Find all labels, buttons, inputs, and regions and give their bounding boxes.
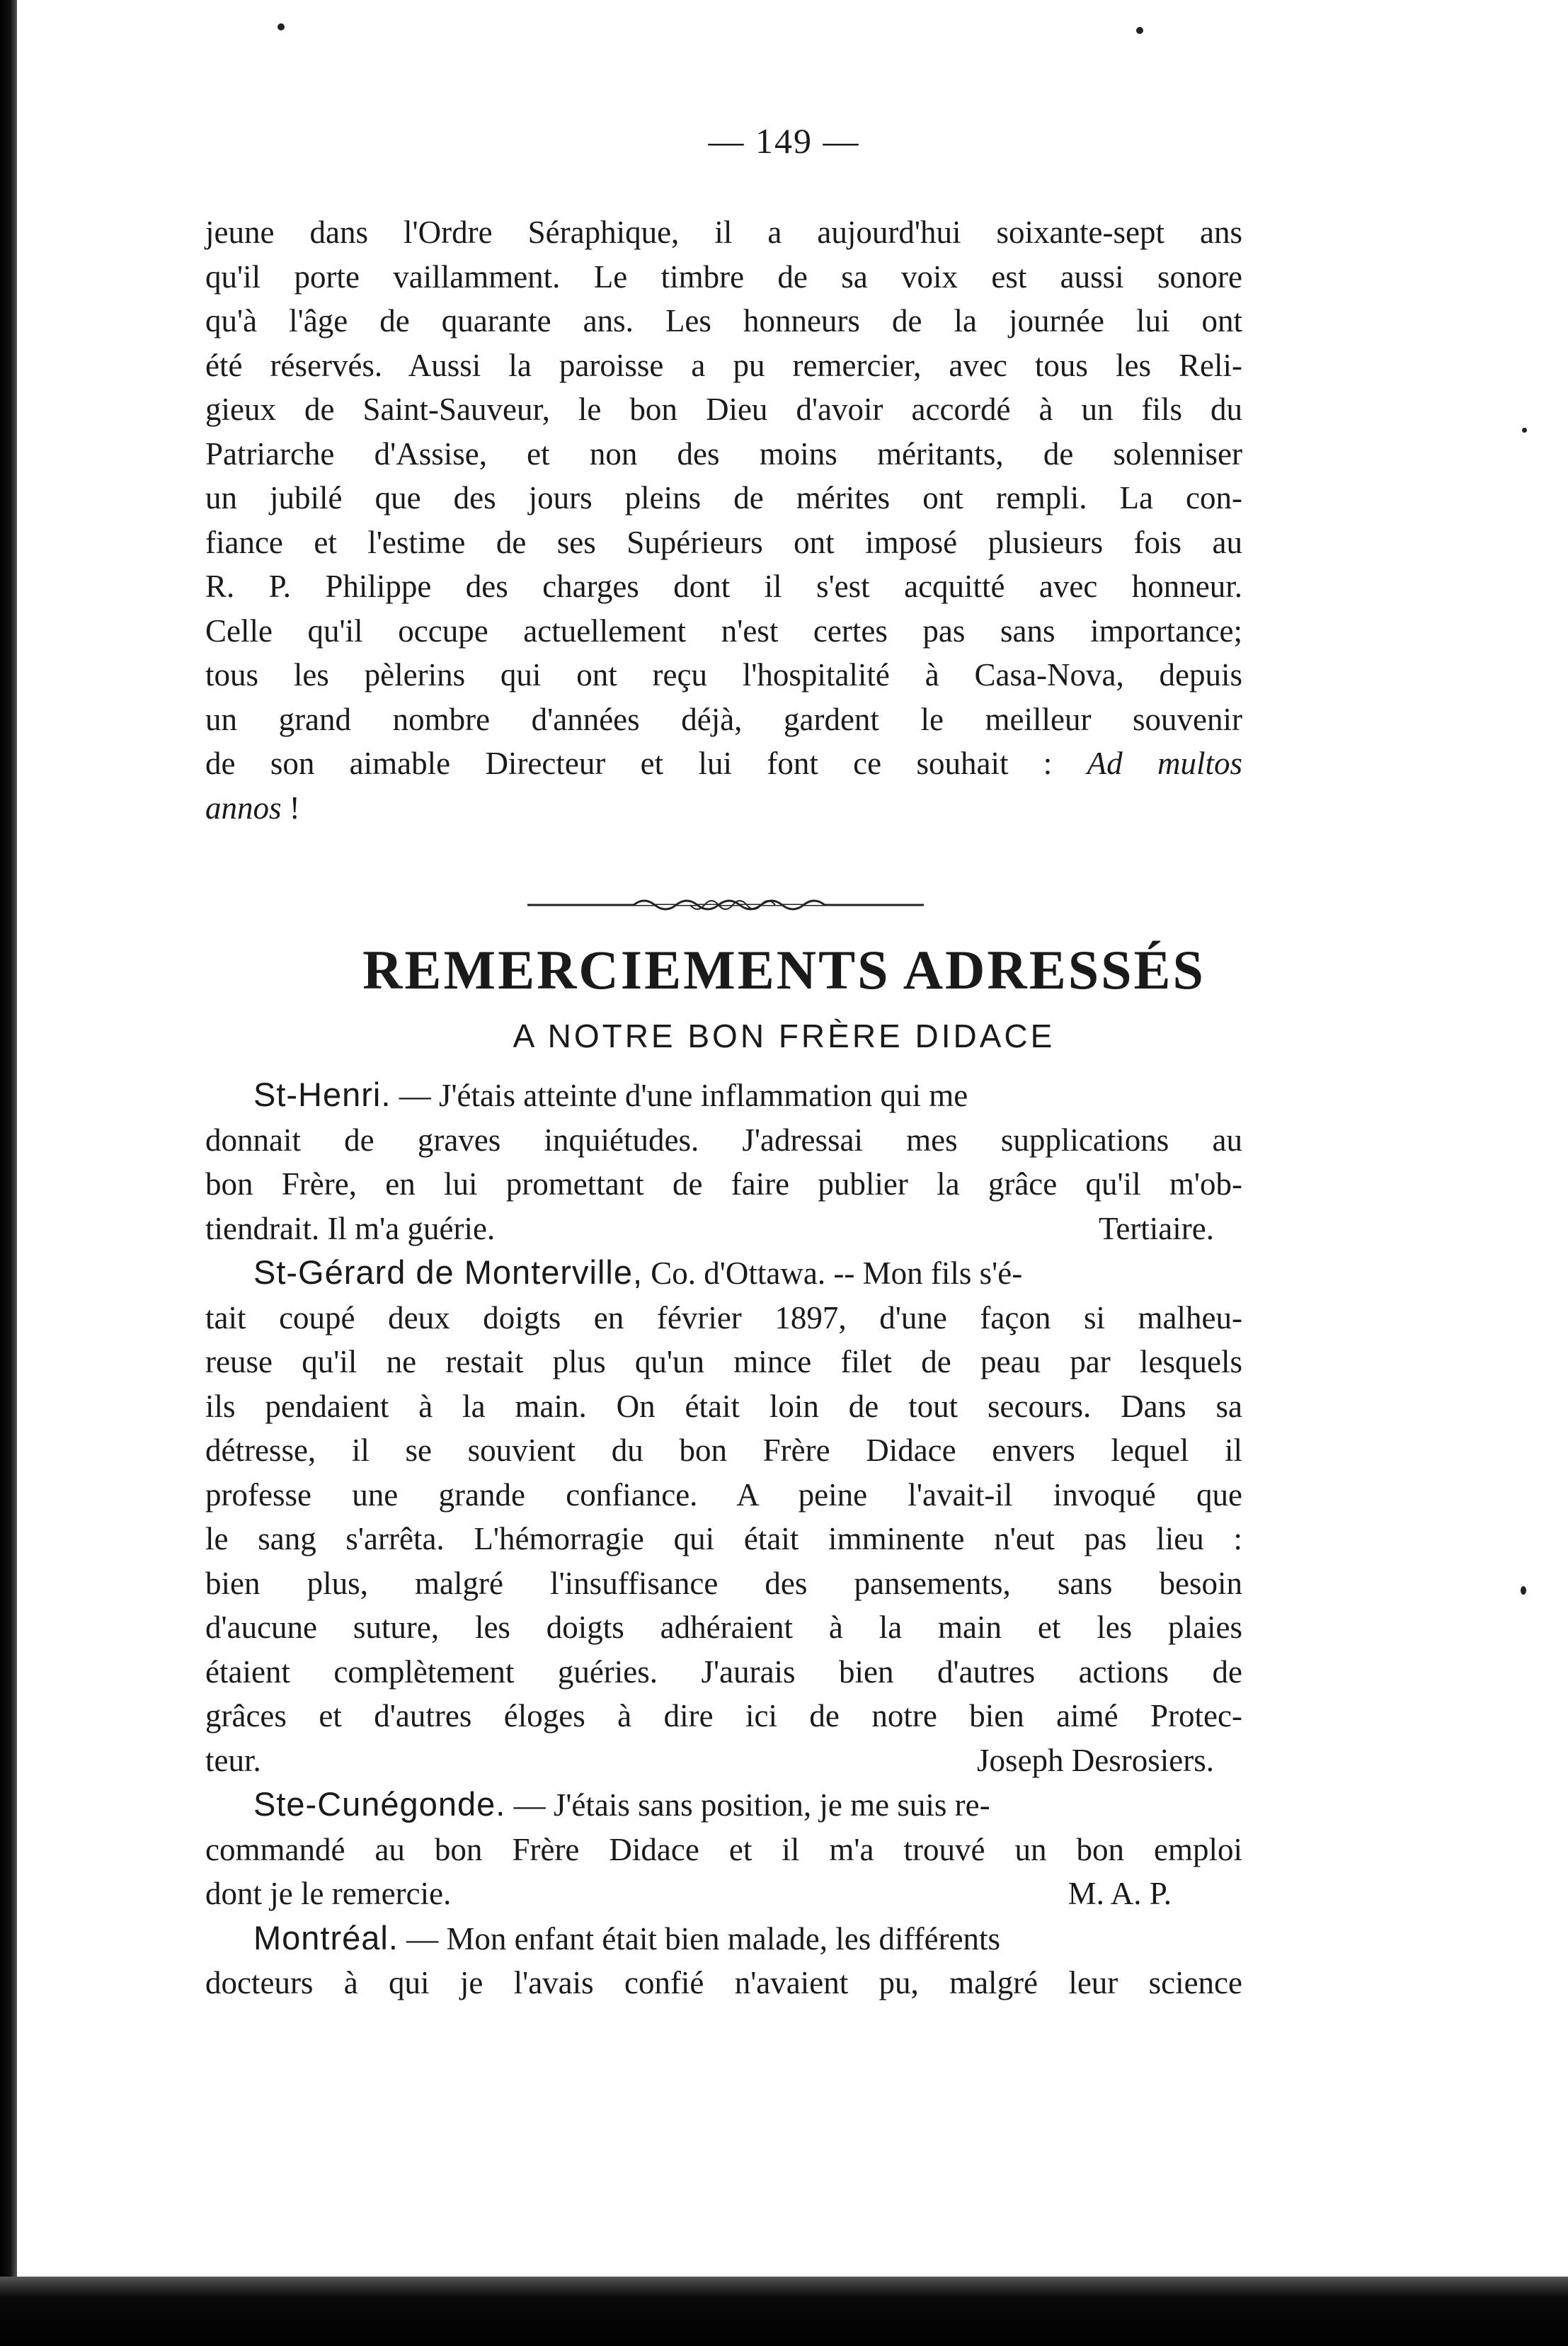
entry-signature: M. A. P.	[1068, 1876, 1172, 1911]
entry-line: d'aucune suture, les doigts adhéraient à la main et les plaies	[205, 1610, 1242, 1645]
entry-line: bon Frère, en lui promettant de faire publier la grâce qu'il m'ob-	[205, 1166, 1242, 1202]
intro-line: Celle qu'il occupe actuellement n'est certes pas sans importance;	[205, 613, 1242, 649]
intro-line: un jubilé que des jours pleins de mérites ont rempli. La con-	[205, 480, 1242, 516]
entry-text: — J'étais atteinte d'une inflammation qui me	[391, 1078, 968, 1113]
intro-line-with-wish	[205, 741, 1242, 786]
entry-line: bien plus, malgré l'insuffisance des pansements, sans besoin	[205, 1565, 1242, 1601]
entry-first-line	[205, 1073, 1242, 1118]
entry-first-line	[205, 1782, 1242, 1828]
latin-wish: Ad multos	[1087, 746, 1242, 781]
intro-line: jeune dans l'Ordre Séraphique, il a aujourd'hui soixante-sept ans	[205, 215, 1242, 250]
latin-wish-end: annos	[205, 790, 282, 826]
intro-final-line	[205, 786, 1242, 831]
intro-paragraph	[205, 210, 1242, 830]
entry-montreal	[205, 1916, 1242, 2005]
intro-line: un grand nombre d'années déjà, gardent le meilleur souvenir	[205, 701, 1242, 737]
entry-first-line	[205, 1251, 1242, 1296]
section-subtitle: A NOTRE BON FRÈRE DIDACE	[513, 1018, 1055, 1054]
intro-line: Patriarche d'Assise, et non des moins méritants, de solenniser	[205, 435, 1242, 472]
entry-line: ils pendaient à la main. On était loin de tout secours. Dans sa	[205, 1388, 1242, 1424]
entries	[205, 1073, 1242, 2005]
entry-ste-cunegonde	[205, 1782, 1242, 1916]
entry-place: Montréal.	[253, 1918, 399, 1957]
entry-signature: Joseph Desrosiers.	[977, 1742, 1214, 1778]
entry-last-line: dont je le remercie.	[205, 1876, 452, 1911]
entry-line: docteurs à qui je l'avais confié n'avaient pu, malgré leur science	[205, 1965, 1242, 2000]
intro-line: gieux de Saint-Sauveur, le bon Dieu d'avoir accordé à un fils du	[205, 392, 1242, 427]
entry-line: reuse qu'il ne restait plus qu'un mince filet de peau par lesquels	[205, 1344, 1242, 1379]
entry-last-line: tiendrait. Il m'a guérie.	[205, 1210, 496, 1246]
entry-signature-line	[205, 1872, 1242, 1916]
entry-signature: Tertiaire.	[1099, 1210, 1214, 1246]
intro-line: R. P. Philippe des charges dont il s'est acquitté avec honneur.	[205, 569, 1242, 604]
entry-line: détresse, il se souvient du bon Frère Didace envers lequel il	[205, 1433, 1242, 1468]
bottom-page-edge	[0, 2277, 1568, 2346]
entry-text: — J'étais sans position, je me suis re-	[505, 1787, 990, 1823]
entry-line: étaient complètement guéries. J'aurais bien d'autres actions de	[205, 1653, 1242, 1690]
page-number: — 149 —	[708, 121, 860, 161]
intro-line: tous les pèlerins qui ont reçu l'hospitalité à Casa-Nova, depuis	[205, 657, 1242, 693]
section-title: REMERCIEMENTS ADRESSÉS	[362, 939, 1206, 1001]
entry-first-line	[205, 1916, 1242, 1961]
entry-line: commandé au bon Frère Didace et il m'a trouvé un bon emploi	[205, 1831, 1242, 1867]
speck	[1136, 27, 1143, 34]
entry-st-gerard	[205, 1251, 1242, 1782]
entry-line: tait coupé deux doigts en février 1897, d'une façon si malheu-	[205, 1299, 1242, 1336]
entry-line: grâces et d'autres éloges à dire ici de notre bien aimé Protec-	[205, 1698, 1242, 1733]
intro-line: fiance et l'estime de ses Supérieurs ont imposé plusieurs fois au	[205, 524, 1242, 560]
intro-line: qu'il porte vaillamment. Le timbre de sa voix est aussi sonore	[205, 258, 1242, 295]
entry-place: St-Henri.	[253, 1076, 391, 1113]
entry-signature-line	[205, 1738, 1242, 1783]
intro-line: été réservés. Aussi la paroisse a pu remercier, avec tous les Reli-	[205, 347, 1242, 383]
speck	[1522, 428, 1527, 433]
closing-punct: !	[281, 790, 300, 826]
entry-place: St-Gérard de Monterville,	[253, 1253, 643, 1291]
speck	[277, 23, 285, 30]
entry-text: — Mon enfant était bien malade, les différents	[398, 1920, 1001, 1957]
entry-line: donnait de graves inquiétudes. J'adressai mes supplications au	[205, 1122, 1242, 1158]
ornament-divider-icon	[527, 894, 924, 915]
speck	[1521, 1586, 1526, 1595]
entry-last-line: teur.	[205, 1742, 261, 1778]
entry-place: Ste-Cunégonde.	[253, 1785, 506, 1823]
intro-line: de son aimable Directeur et lui font ce souhait :	[205, 746, 1053, 781]
entry-st-henri	[205, 1073, 1242, 1251]
entry-line: le sang s'arrêta. L'hémorragie qui était imminente n'eut pas lieu :	[205, 1521, 1242, 1556]
entry-text: Co. d'Ottawa. -- Mon fils s'é-	[643, 1255, 1023, 1291]
entry-line: professe une grande confiance. A peine l'avait-il invoqué que	[205, 1476, 1242, 1513]
binding-edge	[0, 0, 17, 2346]
intro-line: qu'à l'âge de quarante ans. Les honneurs de la journée lui ont	[205, 303, 1242, 338]
entry-signature-line	[205, 1207, 1242, 1251]
